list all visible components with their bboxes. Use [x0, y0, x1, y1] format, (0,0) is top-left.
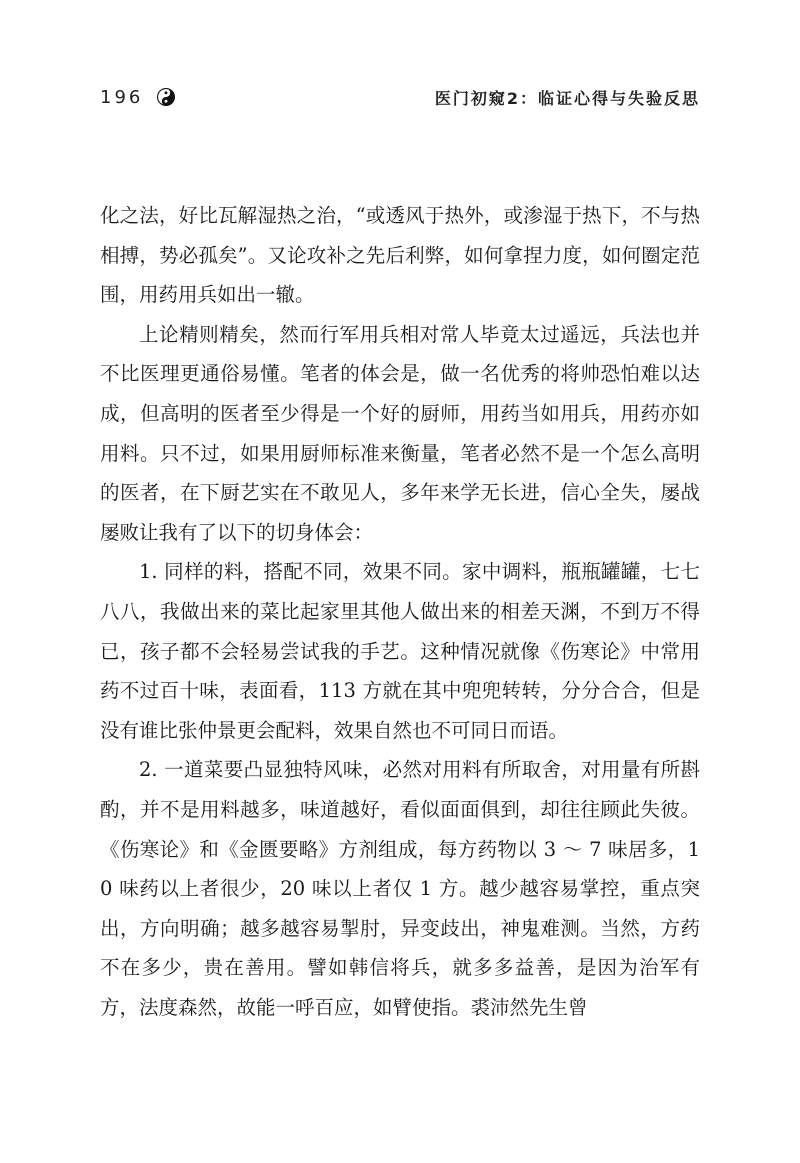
body-text: [100, 196, 700, 1027]
yin-yang-icon: [157, 88, 175, 106]
paragraph-point-1: 1. 同样的料，搭配不同，效果不同。家中调料，瓶瓶罐罐，七七八八，我做出来的菜比起家里其他人做出来的相差天渊，不到万不得已，孩子都不会轻易尝试我的手艺。这种情况就像《伤寒论》中常用药不过百十味，表面看，113 方就在其中兜兜转转，分分合合，但是没有谁比张仲景更会配料，效果自然也不可同日而语。: [100, 560, 700, 742]
paragraph-point-2: 2. 一道菜要凸显独特风味，必然对用料有所取舍，对用量有所斟酌，并不是用料越多，味道越好，看似面面俱到，却往往顾此失彼。《伤寒论》和《金匮要略》方剂组成，每方药物以 3 ～ 7 味居多，10 味药以上者很少，20 味以上者仅 1 方。越少越容易掌控，重点突出，方向明确；越多越容易掣肘，异变歧出，神鬼难测。当然，方药不在多少，贵在善用。譬如韩信将兵，就多多益善，是因为治军有方，法度森然，故能一呼百应，如臂使指。裘沛然先生曾: [100, 758, 700, 1019]
page-header: [100, 82, 700, 112]
running-title: 医门初窥2：临证心得与失验反思: [434, 88, 700, 108]
page-number: 196: [100, 86, 144, 108]
paragraph: 上论精则精矣，然而行军用兵相对常人毕竟太过遥远，兵法也并不比医理更通俗易懂。笔者的体会是，做一名优秀的将帅恐怕难以达成，但高明的医者至少得是一个好的厨师，用药当如用兵，用药亦如用料。只不过，如果用厨师标准来衡量，笔者必然不是一个怎么高明的医者，在下厨艺实在不敢见人，多年来学无长进，信心全失，屡战屡败让我有了以下的切身体会：: [100, 322, 700, 544]
paragraph-continuation: 化之法，好比瓦解湿热之治，“或透风于热外，或渗湿于热下，不与热相搏，势必孤矣”。又论攻补之先后利弊，如何拿捏力度，如何圈定范围，用药用兵如出一辙。: [100, 204, 700, 307]
header-left: [100, 87, 175, 108]
